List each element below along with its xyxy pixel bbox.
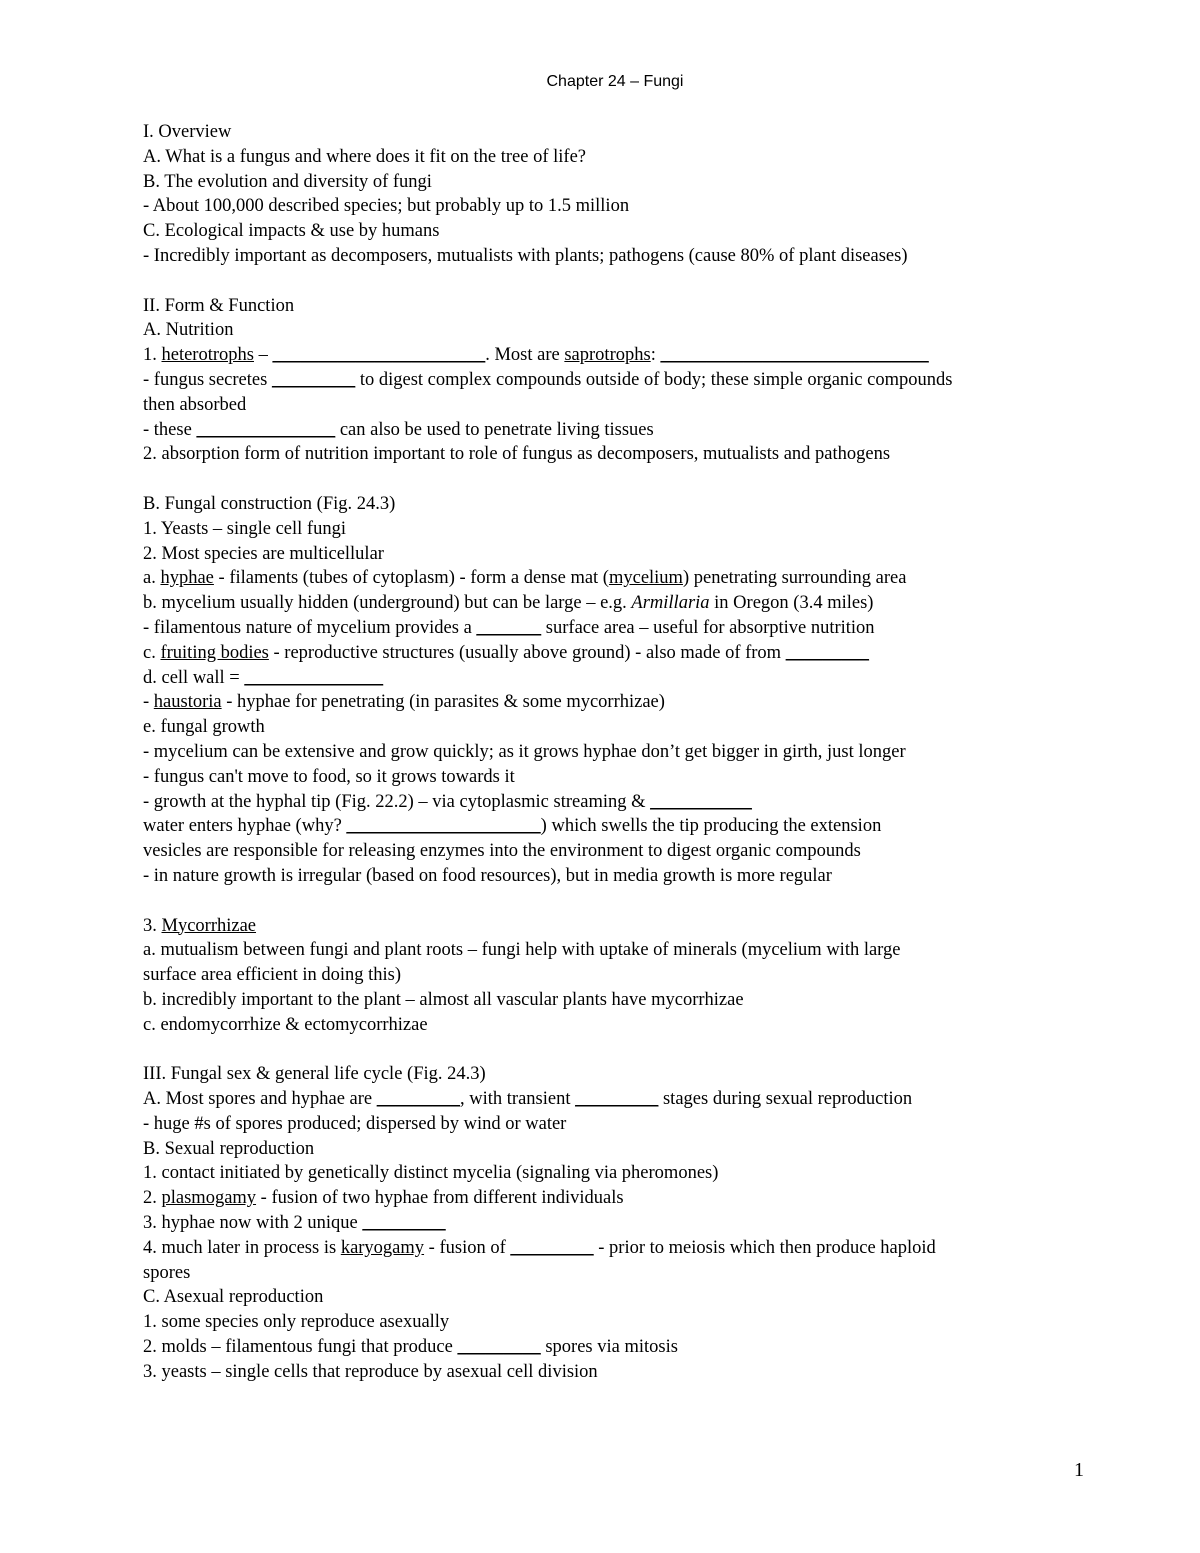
page-number: 1: [1074, 1459, 1084, 1481]
text-segment: b. mycelium usually hidden (underground) but can be large – e.g.: [143, 593, 632, 614]
text-segment: - reproductive structures (usually above ground) - also made of from: [268, 642, 786, 663]
fill-in-blank: _______________________: [272, 345, 486, 366]
underlined-term: mycelium: [608, 568, 683, 589]
document-body: [143, 120, 1103, 1385]
text-line: surface area efficient in doing this): [143, 965, 402, 986]
text-segment: 3.: [143, 915, 162, 936]
text-segment: a.: [143, 568, 161, 589]
text-segment: -: [143, 692, 154, 713]
text-line: [143, 1186, 1103, 1211]
text-segment: water enters hyphae (why?: [143, 816, 347, 837]
text-segment: - prior to meiosis which then produce haploid: [593, 1237, 936, 1258]
text-segment: ) which swells the tip producing the extension: [540, 816, 882, 837]
fill-in-blank: _______________: [244, 667, 384, 688]
text-line: 2. Most species are multicellular: [143, 543, 384, 564]
text-segment: A. Most spores and hyphae are: [143, 1089, 377, 1110]
fill-in-blank: _________: [376, 1089, 461, 1110]
text-segment: spores via mitosis: [540, 1337, 678, 1358]
text-line: [143, 368, 1103, 393]
underlined-term: heterotrophs: [161, 345, 254, 366]
fill-in-blank: _________: [362, 1213, 446, 1234]
text-segment: 2. molds – filamentous fungi that produce: [143, 1337, 458, 1358]
text-segment: - fusion of: [424, 1237, 511, 1258]
text-line: - About 100,000 described species; but probably up to 1.5 million: [143, 196, 630, 217]
text-line: B. Fungal construction (Fig. 24.3): [143, 493, 396, 514]
text-segment: . Most are: [485, 345, 565, 366]
text-line: [143, 343, 1103, 368]
text-segment: in Oregon (3.4 miles): [709, 593, 874, 614]
text-line: [143, 566, 1103, 591]
text-line: 2. absorption form of nutrition important to role of fungus as decomposers, mutualists and pathogens: [143, 444, 891, 465]
text-segment: - hyphae for penetrating (in parasites & some mycorrhizae): [221, 692, 665, 713]
italic-term: Armillaria: [631, 593, 710, 614]
text-line: 1. some species only reproduce asexually: [143, 1312, 450, 1333]
text-segment: , with transient: [460, 1089, 576, 1110]
text-line: [143, 814, 1103, 839]
text-segment: to digest complex compounds outside of body; these simple organic compounds: [355, 369, 953, 390]
fill-in-blank: _________: [457, 1337, 541, 1358]
underlined-term: Mycorrhizae: [161, 915, 257, 936]
fill-in-blank: _________: [510, 1237, 594, 1258]
text-line: C. Asexual reproduction: [143, 1287, 324, 1308]
text-line: then absorbed: [143, 394, 247, 415]
text-line: [143, 690, 1103, 715]
text-line: [143, 641, 1103, 666]
text-line: 1. Yeasts – single cell fungi: [143, 518, 346, 539]
text-segment: –: [253, 345, 273, 366]
text-line: II. Form & Function: [143, 295, 295, 316]
blank-line: [143, 1037, 1103, 1062]
text-line: [143, 591, 1103, 616]
text-line: - fungus can't move to food, so it grows towards it: [143, 766, 515, 787]
fill-in-blank: _______________: [196, 419, 336, 440]
text-line: C. Ecological impacts & use by humans: [143, 221, 440, 242]
text-line: - mycelium can be extensive and grow quickly; as it grows hyphae don’t get bigger in girth, just longer: [143, 741, 906, 762]
fill-in-blank: _________: [575, 1089, 659, 1110]
text-line: I. Overview: [143, 122, 232, 142]
blank-line: [143, 889, 1103, 914]
text-line: [143, 666, 1103, 691]
text-line: [143, 914, 1103, 939]
text-segment: - fungus secretes: [143, 369, 272, 390]
text-line: vesicles are responsible for releasing enzymes into the environment to digest organic compounds: [143, 841, 861, 862]
text-line: B. The evolution and diversity of fungi: [143, 171, 432, 192]
text-line: [143, 418, 1103, 443]
text-line: [143, 1335, 1103, 1360]
fill-in-blank: _______: [476, 617, 542, 638]
fill-in-blank: _____________________: [346, 816, 541, 837]
text-segment: - growth at the hyphal tip (Fig. 22.2) – via cytoplasmic streaming &: [143, 791, 651, 812]
text-segment: :: [650, 345, 661, 366]
text-line: B. Sexual reproduction: [143, 1138, 315, 1159]
text-segment: - these: [143, 419, 197, 440]
text-line: 1. contact initiated by genetically distinct mycelia (signaling via pheromones): [143, 1163, 719, 1184]
fill-in-blank: _________: [785, 642, 869, 663]
text-segment: can also be used to penetrate living tissues: [335, 419, 654, 440]
underlined-term: saprotrophs: [564, 345, 651, 366]
underlined-term: fruiting bodies: [160, 642, 269, 663]
text-segment: surface area – useful for absorptive nutrition: [541, 617, 875, 638]
document-title: Chapter 24 – Fungi: [546, 73, 684, 90]
text-segment: stages during sexual reproduction: [658, 1089, 913, 1110]
text-segment: c.: [143, 642, 161, 663]
underlined-term: hyphae: [160, 568, 214, 589]
text-line: [143, 1236, 1103, 1261]
text-line: A. What is a fungus and where does it fit on the tree of life?: [143, 146, 587, 167]
text-segment: ) penetrating surrounding area: [682, 568, 907, 589]
text-line: a. mutualism between fungi and plant roots – fungi help with uptake of minerals (mycelium with large: [143, 940, 901, 961]
fill-in-blank: _____________________________: [660, 345, 929, 366]
text-segment: - filamentous nature of mycelium provides a: [143, 617, 477, 638]
text-line: [143, 616, 1103, 641]
text-line: - in nature growth is irregular (based on food resources), but in media growth is more regular: [143, 865, 832, 886]
fill-in-blank: ___________: [650, 791, 752, 812]
text-line: - Incredibly important as decomposers, mutualists with plants; pathogens (cause 80% of plant diseases): [143, 245, 908, 266]
blank-line: [143, 467, 1103, 492]
text-segment: 2.: [143, 1188, 162, 1209]
fill-in-blank: _________: [271, 369, 356, 390]
text-segment: 3. hyphae now with 2 unique: [143, 1213, 363, 1234]
underlined-term: plasmogamy: [161, 1188, 257, 1209]
text-segment: d. cell wall =: [143, 667, 245, 688]
text-line: b. incredibly important to the plant – almost all vascular plants have mycorrhizae: [143, 989, 744, 1010]
text-line: spores: [143, 1262, 191, 1283]
text-segment: - filaments (tubes of cytoplasm) - form a dense mat (: [213, 568, 609, 589]
text-segment: 1.: [143, 345, 162, 366]
text-line: A. Nutrition: [143, 320, 234, 341]
text-line: - huge #s of spores produced; dispersed by wind or water: [143, 1113, 567, 1134]
text-line: [143, 1087, 1103, 1112]
text-line: III. Fungal sex & general life cycle (Fig. 24.3): [143, 1064, 486, 1085]
text-line: c. endomycorrhize & ectomycorrhizae: [143, 1014, 428, 1035]
underlined-term: karyogamy: [340, 1237, 425, 1258]
underlined-term: haustoria: [153, 692, 222, 713]
text-segment: 4. much later in process is: [143, 1237, 341, 1258]
text-line: e. fungal growth: [143, 717, 265, 738]
text-line: 3. yeasts – single cells that reproduce by asexual cell division: [143, 1361, 598, 1382]
blank-line: [143, 269, 1103, 294]
text-line: [143, 790, 1103, 815]
text-line: [143, 1211, 1103, 1236]
text-segment: - fusion of two hyphae from different individuals: [256, 1188, 624, 1209]
